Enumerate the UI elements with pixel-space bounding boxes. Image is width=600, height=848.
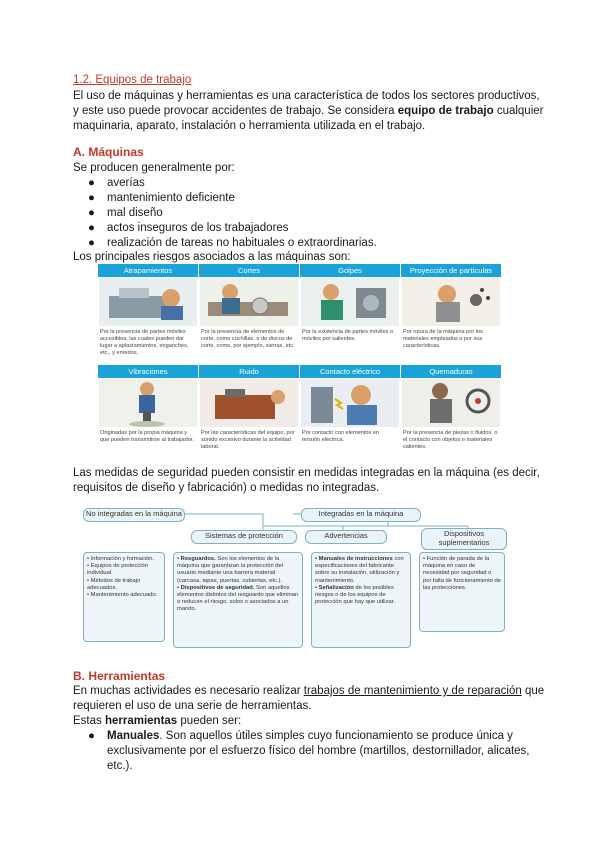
dispositivos-box: Dispositivos suplementarios <box>421 528 507 550</box>
risk-card-cortes <box>199 264 299 361</box>
manuales-line-3: etc.). <box>107 760 133 772</box>
risk-title: Contacto eléctrico <box>300 365 400 378</box>
risk-illustration <box>99 278 197 326</box>
risk-desc: Por la presencia de elementos de corte, como cuchillas, o de discos de corte, como, por ejemplo, sierras, etc. <box>201 329 295 349</box>
list-item: • Señalización de los posibles riesgos o de los equipos de protección que hay que utilizar. <box>315 584 395 606</box>
risk-desc: Por la existencia de partes móviles o móviles por salientes. <box>302 329 394 342</box>
risk-card-ruido <box>199 365 299 462</box>
risk-title: Proyección de partículas <box>401 264 501 277</box>
risk-title: Vibraciones <box>98 365 198 378</box>
section-title[interactable]: 1.2. Equipos de trabajo <box>73 74 192 86</box>
risk-illustration <box>200 278 298 326</box>
list-item: • Manuales de instrucciones con especificaciones del fabricante sobre su instalación, utilización y mantenimiento. <box>315 556 404 584</box>
risk-card-proyeccion <box>401 264 501 361</box>
risk-illustration <box>301 379 399 427</box>
risk-title: Cortes <box>199 264 299 277</box>
integradas-box: Integradas en la máquina <box>301 508 421 522</box>
risk-desc: Por las características del equipo, por sonido excesivo durante la actividad laboral. <box>201 430 295 450</box>
intro-line-2: y este uso puede provocar accidentes de trabajo. Se considera equipo de trabajo cualquier <box>73 105 544 117</box>
intro-bold-term: equipo de trabajo <box>397 105 494 117</box>
risk-title: Quemaduras <box>401 365 501 378</box>
risk-card-vibraciones <box>98 365 198 462</box>
advertencias-list <box>311 552 411 648</box>
measures-line-1: Las medidas de seguridad pueden consistir en medidas integradas en la máquina (es decir, <box>73 467 540 479</box>
risk-card-atrapamientos <box>98 264 198 361</box>
manuales-line-2: exclusivamente por el esfuerzo físico del hombre (martillos, destornillador, alicates, <box>107 745 530 757</box>
herramientas-heading: B. Herramientas <box>73 669 166 683</box>
risk-illustration <box>301 278 399 326</box>
sistemas-box: Sistemas de protección <box>191 530 297 544</box>
risk-desc: Por contacto con elementos en tensión eléctrica. <box>302 430 380 443</box>
risk-card-golpes <box>300 264 400 361</box>
intro-line-1: El uso de máquinas y herramientas es una característica de todos los sectores productivos, <box>73 90 540 102</box>
risk-illustration <box>99 379 197 427</box>
risk-card-contacto <box>300 365 400 462</box>
risk-illustration <box>200 379 298 427</box>
risk-card-quemaduras <box>401 365 501 462</box>
risk-desc: Por la presencia de piezas o fluidos, o el contacto con objetos o materiales calientes. <box>403 430 498 450</box>
list-item: • Métodos de trabajo adecuados. <box>87 577 141 591</box>
advertencias-box: Advertencias <box>305 530 387 544</box>
list-item: • Mantenimiento adecuado. <box>87 592 158 599</box>
herramientas-line-1: En muchas actividades es necesario realizar trabajos de mantenimiento y de reparación que <box>73 685 545 697</box>
herramientas-line-3: Estas herramientas pueden ser: <box>73 715 242 727</box>
risks-grid <box>98 264 502 462</box>
list-item: • Equipos de protección individual. <box>87 563 149 577</box>
intro-line-3: maquinaria, aparato, instalación o herramienta utilizada en el trabajo. <box>73 120 426 132</box>
risk-desc: Por la presencia de partes móviles accesibles, las cuales pueden dar lugar a aplastamientos, enganches, etc., y enredos. <box>100 329 189 356</box>
list-item: • Resguardos. Son los elementos de la máquina que garantizan la protección del usuario mediante una barrera material (carcasa, tapas, puertas, cubiertas, etc.). <box>177 556 284 584</box>
risk-desc: Por rotura de la máquina por los materiales empleados o por sus características. <box>403 329 483 349</box>
herramientas-line-2: requieren el uso de una serie de herramientas. <box>73 700 312 712</box>
maquinas-lead: Se producen generalmente por: <box>73 162 235 174</box>
measures-diagram <box>73 500 523 652</box>
risk-desc: Originadas por la propia máquina y que pueden transmitirse al trabajador. <box>100 430 194 443</box>
list-item: • Información y formación. <box>87 556 155 562</box>
sistemas-list <box>173 552 303 648</box>
list-item: • Función de parada de la máquina en caso de necesidad por seguridad o por falta de funcionamiento de las protecciones. <box>423 556 501 591</box>
no-integradas-box: No integradas en la máquina <box>83 508 185 522</box>
risk-title: Atrapamientos <box>98 264 198 277</box>
measures-line-2: requisitos de diseño y fabricación) o medidas no integradas. <box>73 482 380 494</box>
risk-title: Golpes <box>300 264 400 277</box>
risk-title: Ruido <box>199 365 299 378</box>
risks-lead: Los principales riesgos asociados a las máquinas son: <box>73 251 351 263</box>
dispositivos-list <box>419 552 505 632</box>
no-integradas-list <box>83 552 165 642</box>
maintenance-link: trabajos de mantenimiento y de reparación <box>303 685 522 697</box>
risk-illustration <box>402 278 500 326</box>
maquinas-heading: A. Máquinas <box>73 145 144 159</box>
risk-illustration <box>402 379 500 427</box>
list-item: • Dispositivos de seguridad. Son aquellos elementos distintos del resguardo que eliminan o reducen el riesgo, solos o asociados a un mando. <box>177 584 299 613</box>
